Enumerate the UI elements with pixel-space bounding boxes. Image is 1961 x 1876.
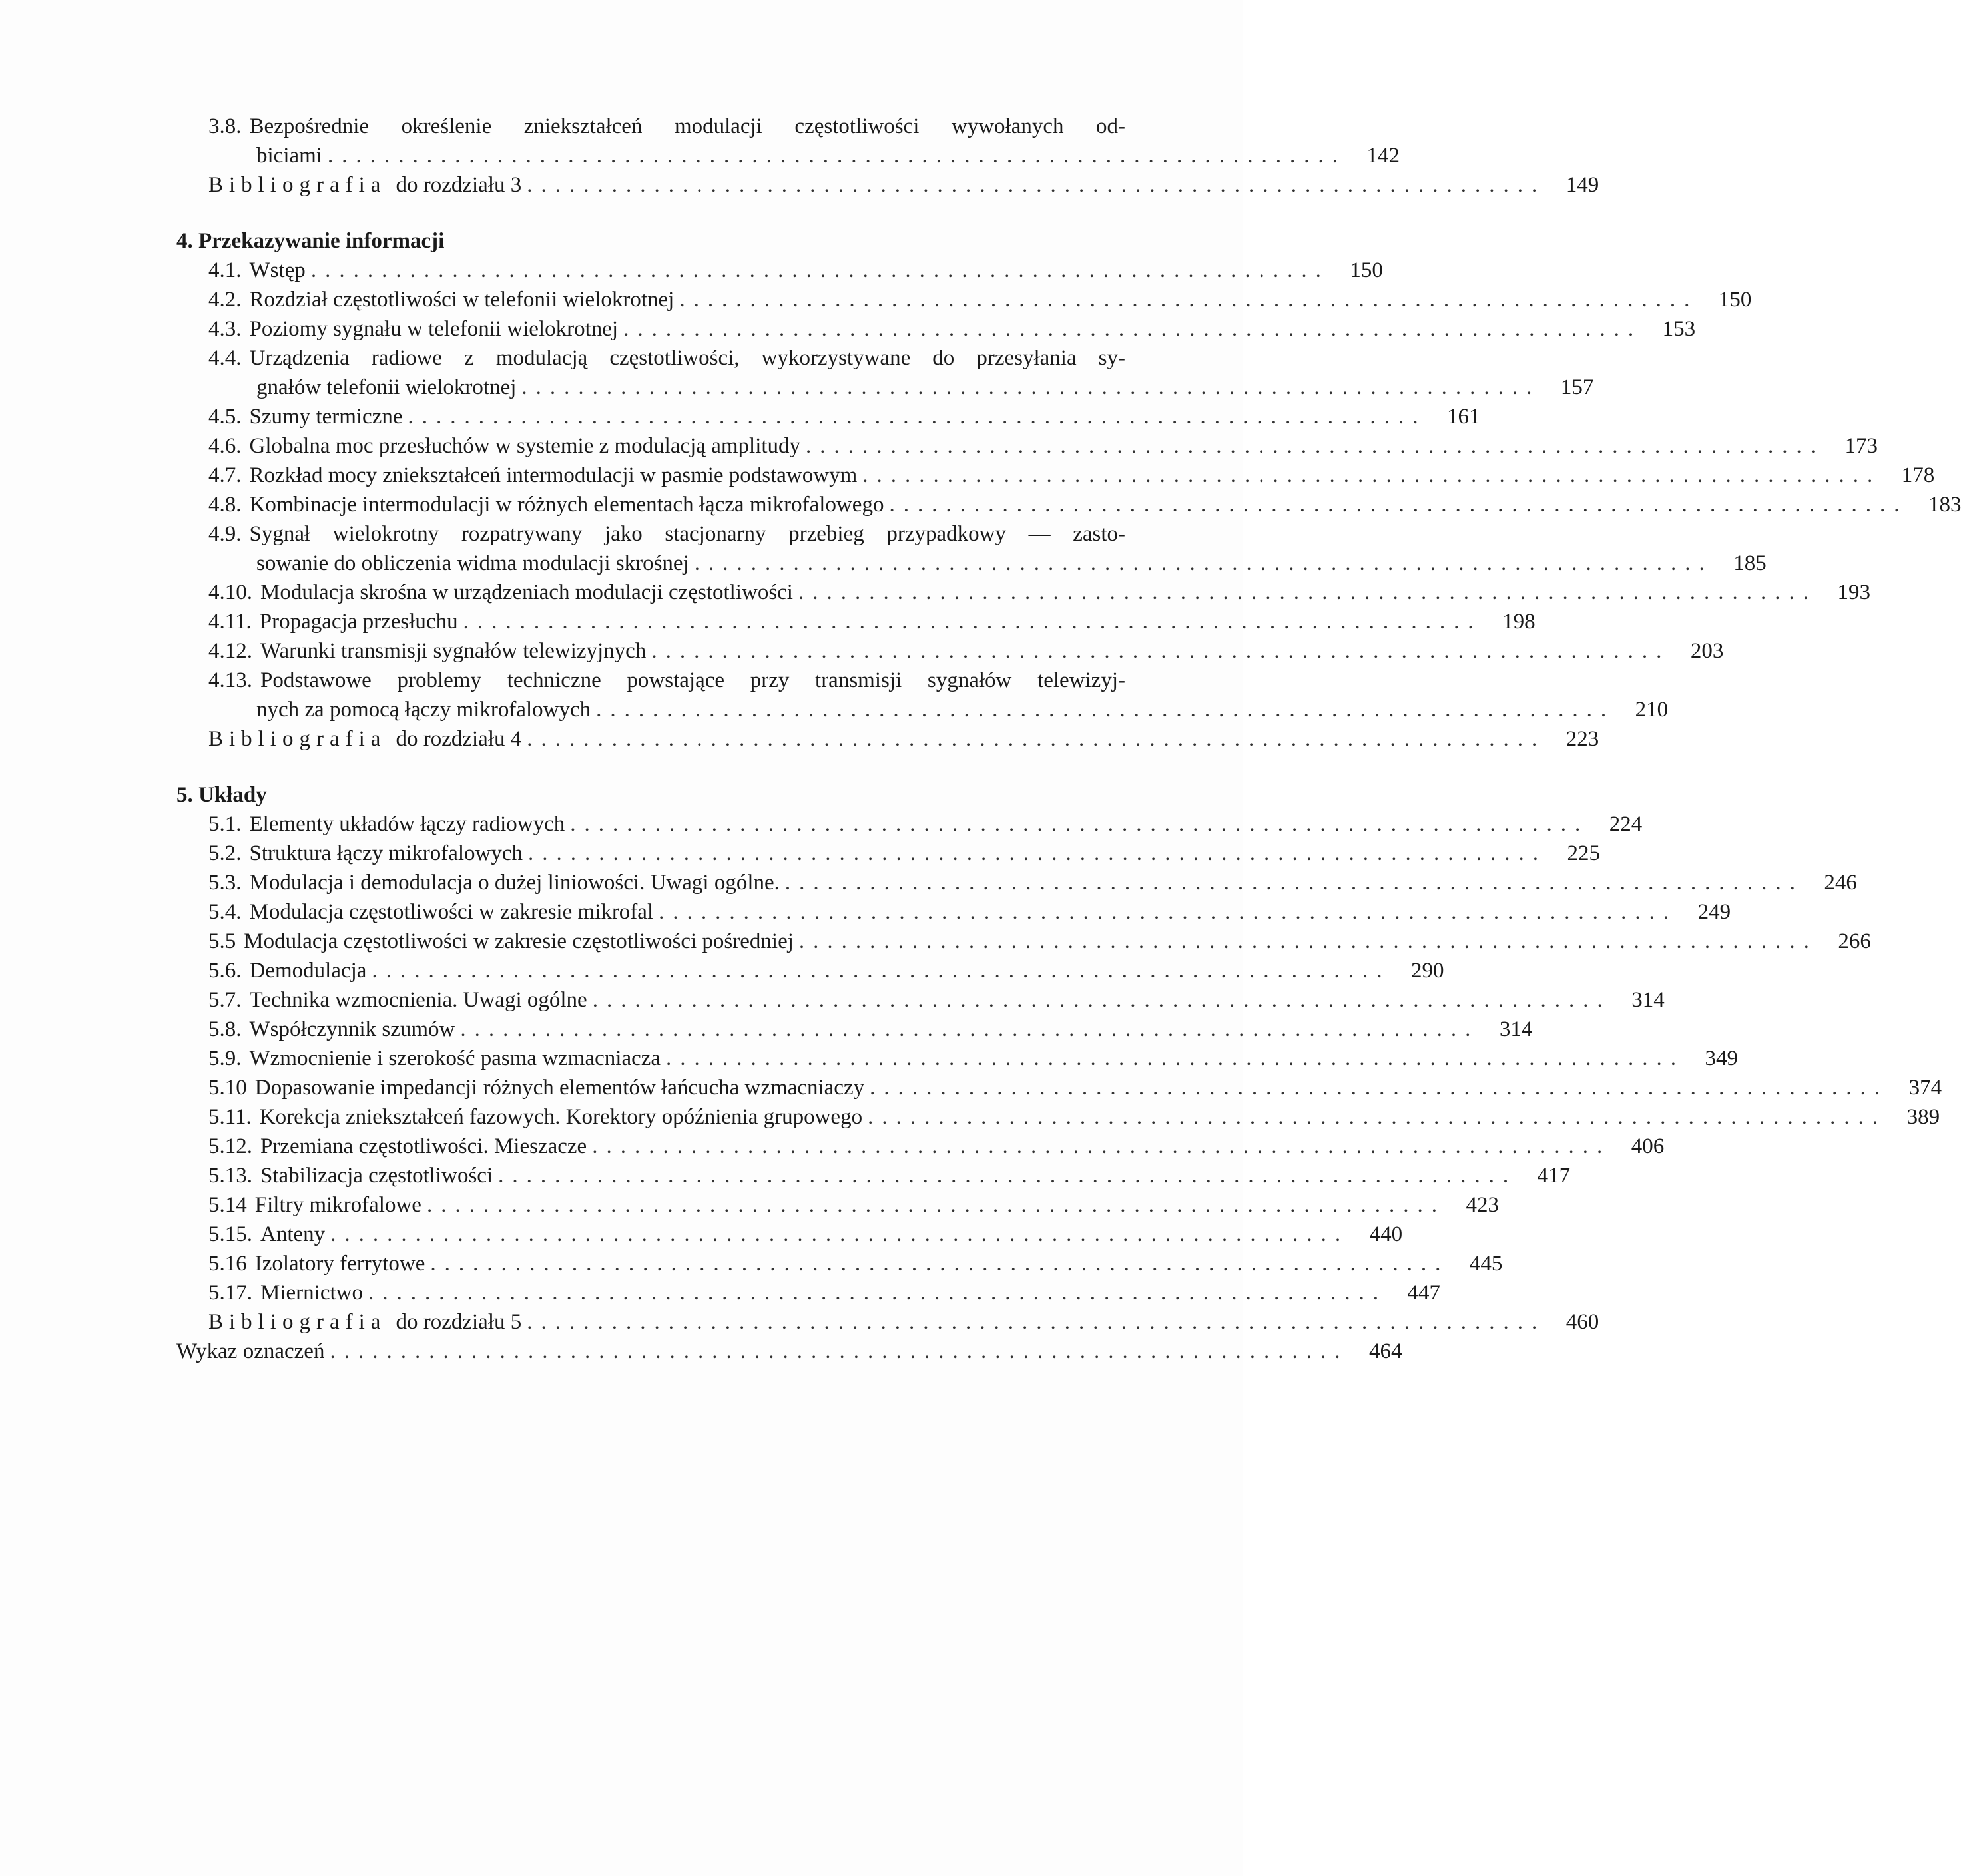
entry-number: 4.5.: [208, 405, 242, 429]
entry-title: Modulacja częstotliwości w zakresie częstotliwości pośredniej: [244, 929, 794, 953]
entry-title-line-1: Podstawowe problemy techniczne powstające przy transmisji sygnałów telewizyj-: [260, 668, 1125, 692]
toc-entry[interactable]: [208, 607, 1536, 636]
dot-leader: ........................................................................: [327, 144, 1346, 168]
table-of-contents: [176, 112, 1961, 1366]
entry-line-1: [208, 112, 1179, 141]
entry-title: Modulacja i demodulacja o dużej liniowości. Uwagi ogólne.: [249, 871, 780, 895]
entry-number: 4.12.: [208, 639, 252, 663]
dot-leader: ........................................................................: [527, 727, 1546, 751]
entry-title-line-2: biciami: [256, 144, 322, 168]
entry-title: Struktura łączy mikrofalowych: [249, 841, 523, 865]
dot-leader: ........................................................................: [870, 1076, 1889, 1100]
toc-entry[interactable]: [208, 666, 1669, 724]
toc-entry[interactable]: [208, 578, 1870, 607]
bibliography-entry[interactable]: [208, 170, 1599, 200]
entry-number: 5.5: [208, 929, 236, 953]
toc-entry[interactable]: [208, 985, 1665, 1015]
dot-leader: ........................................................................: [372, 959, 1391, 983]
entry-page-number: 225: [1567, 841, 1601, 865]
entry-title-line-2: sowanie do obliczenia widma modulacji skrośnej: [256, 551, 689, 575]
toc-entry[interactable]: [208, 1044, 1739, 1073]
toc-entry[interactable]: [208, 431, 1878, 461]
entry-number: 5.3.: [208, 871, 242, 895]
entry-page-number: 157: [1560, 375, 1594, 399]
dot-leader: ........................................................................: [528, 841, 1547, 865]
bibliography-entry[interactable]: [208, 724, 1599, 754]
bibliography-entry[interactable]: [208, 1307, 1599, 1337]
entry-number: 4.9.: [208, 522, 242, 546]
entry-line-2: [208, 373, 1594, 402]
entry-number: 5.4.: [208, 900, 242, 924]
entry-title: Izolatory ferrytowe: [254, 1252, 425, 1276]
toc-entry[interactable]: [208, 256, 1383, 285]
entry-page-number: 153: [1662, 317, 1696, 341]
bibliography-label: Bibliografia: [208, 727, 387, 751]
dot-leader: ........................................................................: [592, 1134, 1611, 1158]
entry-number: 4.11.: [208, 610, 252, 634]
entry-page-number: 447: [1407, 1281, 1440, 1305]
entry-title: Warunki transmisji sygnałów telewizyjnych: [260, 639, 647, 663]
entry-line-1: [208, 519, 1179, 549]
toc-entry[interactable]: [208, 927, 1871, 956]
dot-leader: ........................................................................: [498, 1164, 1518, 1188]
entry-number: 5.7.: [208, 988, 242, 1012]
toc-entry[interactable]: [208, 1190, 1499, 1220]
entry-page-number: 150: [1718, 288, 1752, 312]
entry-page-number: 389: [1906, 1105, 1940, 1129]
dot-leader: ........................................................................: [651, 639, 1671, 663]
entry-page-number: 183: [1928, 493, 1961, 517]
entry-page-number: 210: [1635, 698, 1669, 722]
entry-page-number: 142: [1366, 144, 1400, 168]
toc-entry[interactable]: [208, 519, 1767, 578]
dot-leader: ........................................................................: [623, 317, 1643, 341]
dot-leader: ........................................................................: [521, 375, 1541, 399]
entry-page-number: 374: [1908, 1076, 1942, 1100]
toc-entry[interactable]: [208, 810, 1643, 839]
bibliography-label: Bibliografia: [208, 173, 387, 197]
entry-page-number: 173: [1844, 434, 1878, 458]
entry-page-number: 290: [1410, 959, 1444, 983]
entry-title: Kombinacje intermodulacji w różnych elementach łącza mikrofalowego: [249, 493, 884, 517]
entry-title: Modulacja skrośna w urządzeniach modulacji częstotliwości: [260, 581, 793, 604]
entry-page-number: 406: [1631, 1134, 1665, 1158]
entry-page-number: 464: [1368, 1339, 1402, 1363]
entry-title: Modulacja częstotliwości w zakresie mikrofal: [249, 900, 654, 924]
entry-title: Technika wzmocnienia. Uwagi ogólne: [249, 988, 587, 1012]
toc-entry[interactable]: [208, 112, 1400, 170]
dot-leader: ........................................................................: [798, 581, 1817, 604]
toc-entry[interactable]: [208, 636, 1724, 666]
entry-page-number: 445: [1469, 1252, 1503, 1276]
chapter-heading: 4. Przekazywanie informacji: [176, 229, 445, 253]
toc-entry[interactable]: [208, 1249, 1503, 1278]
entry-title: Rozkład mocy zniekształceń intermodulacji w pasmie podstawowym: [249, 463, 858, 487]
toc-entry[interactable]: [208, 1073, 1942, 1102]
entry-page-number: 249: [1697, 900, 1731, 924]
toc-entry[interactable]: [208, 461, 1935, 490]
entry-number: 5.10: [208, 1076, 247, 1100]
entry-page-number: 149: [1565, 173, 1599, 197]
entry-title: Globalna moc przesłuchów w systemie z modulacją amplitudy: [249, 434, 801, 458]
entry-number: 3.8.: [208, 115, 242, 138]
entry-line-2: [208, 141, 1400, 170]
dot-leader: ........................................................................: [430, 1252, 1450, 1276]
entry-line-2: [208, 695, 1669, 724]
entry-page-number: 198: [1502, 610, 1536, 634]
entry-title: Elementy układów łączy radiowych: [249, 812, 565, 836]
entry-page-number: 150: [1350, 258, 1383, 282]
dot-leader: ........................................................................: [463, 610, 1482, 634]
dot-leader: ........................................................................: [862, 463, 1882, 487]
entry-title: Propagacja przesłuchu: [259, 610, 458, 634]
toc-entry[interactable]: [208, 285, 1752, 314]
toc-entry[interactable]: [208, 1278, 1440, 1307]
entry-number: 4.10.: [208, 581, 252, 604]
entry-line-1: [208, 344, 1179, 373]
dot-leader: ........................................................................: [806, 434, 1825, 458]
entry-number: 5.13.: [208, 1164, 252, 1188]
chapter-heading: 5. Układy: [176, 783, 267, 807]
entry-page-number: 223: [1565, 727, 1599, 751]
entry-page-number: 193: [1837, 581, 1870, 604]
dot-leader: ........................................................................: [666, 1047, 1685, 1070]
dot-leader: ........................................................................: [527, 1310, 1546, 1334]
bibliography-chapter: do rozdziału 3: [396, 173, 522, 197]
dot-leader: ........................................................................: [694, 551, 1713, 575]
toc-entry[interactable]: [208, 956, 1444, 985]
entry-title: Demodulacja: [249, 959, 367, 983]
dot-leader: ........................................................................: [460, 1017, 1480, 1041]
entry-title-line-1: Sygnał wielokrotny rozpatrywany jako stacjonarny przebieg przypadkowy — zasto-: [249, 522, 1125, 546]
entry-number: 5.17.: [208, 1281, 252, 1305]
entry-page-number: 246: [1824, 871, 1857, 895]
toc-entry[interactable]: [208, 839, 1601, 868]
toc-entry[interactable]: [208, 1161, 1571, 1190]
dot-leader: ........................................................................: [679, 288, 1699, 312]
entry-title: Przemiana częstotliwości. Mieszacze: [260, 1134, 587, 1158]
toc-entry[interactable]: [208, 490, 1961, 519]
bibliography-label: Bibliografia: [208, 1310, 387, 1334]
entry-title: Rozdział częstotliwości w telefonii wielokrotnej: [249, 288, 675, 312]
entry-title: Dopasowanie impedancji różnych elementów łańcucha wzmacniaczy: [254, 1076, 865, 1100]
entry-title: Wstęp: [249, 258, 306, 282]
entry-title: Stabilizacja częstotliwości: [260, 1164, 493, 1188]
entry-number: 4.3.: [208, 317, 242, 341]
entry-number: 5.9.: [208, 1047, 242, 1070]
entry-page-number: 224: [1609, 812, 1643, 836]
entry-title: Współczynnik szumów: [249, 1017, 455, 1041]
entry-line-2: [208, 549, 1767, 578]
dot-leader: ........................................................................: [330, 1339, 1349, 1363]
toc-entry[interactable]: [208, 1220, 1403, 1249]
entry-page-number: 314: [1631, 988, 1665, 1012]
dot-leader: ........................................................................: [889, 493, 1908, 517]
entry-number: 4.1.: [208, 258, 242, 282]
entry-page-number: 266: [1838, 929, 1871, 953]
dot-leader: ........................................................................: [408, 405, 1427, 429]
entry-page-number: 185: [1733, 551, 1767, 575]
dot-leader: ........................................................................: [798, 929, 1818, 953]
bibliography-chapter: do rozdziału 4: [396, 727, 522, 751]
entry-number: 4.6.: [208, 434, 242, 458]
dot-leader: ........................................................................: [592, 988, 1611, 1012]
entry-title-line-2: gnałów telefonii wielokrotnej: [256, 375, 517, 399]
entry-page-number: 349: [1705, 1047, 1739, 1070]
dot-leader: ........................................................................: [596, 698, 1615, 722]
entry-title-line-1: Urządzenia radiowe z modulacją częstotliwości, wykorzystywane do przesyłania sy-: [249, 346, 1125, 370]
dot-leader: ........................................................................: [570, 812, 1589, 836]
entry-title-line-1: Bezpośrednie określenie zniekształceń modulacji częstotliwości wywołanych od-: [249, 115, 1125, 138]
entry-page-number: 161: [1447, 405, 1480, 429]
dot-leader: ........................................................................: [310, 258, 1330, 282]
entry-line-1: [208, 666, 1179, 695]
toc-entry[interactable]: [208, 344, 1594, 402]
entry-title: Korekcja zniekształceń fazowych. Korektory opóźnienia grupowego: [259, 1105, 863, 1129]
dot-leader: ........................................................................: [527, 173, 1546, 197]
entry-number: 4.8.: [208, 493, 242, 517]
dot-leader: ........................................................................: [659, 900, 1678, 924]
entry-title: Miernictwo: [260, 1281, 363, 1305]
entry-title: Poziomy sygnału w telefonii wielokrotnej: [249, 317, 619, 341]
entry-number: 4.4.: [208, 346, 242, 370]
entry-number: 5.6.: [208, 959, 242, 983]
entry-page-number: 178: [1901, 463, 1935, 487]
entry-page-number: 423: [1466, 1193, 1499, 1217]
dot-leader: ........................................................................: [368, 1281, 1387, 1305]
entry-title: Wykaz oznaczeń: [176, 1339, 325, 1363]
entry-number: 5.2.: [208, 841, 242, 865]
entry-title-line-2: nych za pomocą łączy mikrofalowych: [256, 698, 591, 722]
entry-page-number: 417: [1537, 1164, 1571, 1188]
entry-number: 5.15.: [208, 1222, 252, 1246]
toc-entry[interactable]: [208, 314, 1696, 344]
entry-number: 5.14: [208, 1193, 247, 1217]
toc-entry[interactable]: [208, 1102, 1940, 1132]
entry-page-number: 314: [1499, 1017, 1533, 1041]
entry-number: 4.13.: [208, 668, 252, 692]
entry-number: 4.2.: [208, 288, 242, 312]
bibliography-chapter: do rozdziału 5: [396, 1310, 522, 1334]
entry-page-number: 440: [1369, 1222, 1403, 1246]
toc-entry[interactable]: [208, 897, 1731, 927]
toc-entry[interactable]: [208, 402, 1480, 431]
toc-entry[interactable]: [208, 868, 1857, 897]
entry-number: 5.12.: [208, 1134, 252, 1158]
entry-title: Wzmocnienie i szerokość pasma wzmacniacza: [249, 1047, 661, 1070]
entry-number: 5.1.: [208, 812, 242, 836]
dot-leader: ........................................................................: [426, 1193, 1446, 1217]
entry-title: Filtry mikrofalowe: [254, 1193, 421, 1217]
toc-entry[interactable]: [208, 1132, 1665, 1161]
entry-number: 4.7.: [208, 463, 242, 487]
entry-title: Szumy termiczne: [249, 405, 403, 429]
dot-leader: ........................................................................: [868, 1105, 1887, 1129]
entry-number: 5.8.: [208, 1017, 242, 1041]
entry-page-number: 460: [1565, 1310, 1599, 1334]
symbols-list-entry[interactable]: [176, 1337, 1402, 1366]
entry-title: Anteny: [260, 1222, 326, 1246]
toc-entry[interactable]: [208, 1015, 1533, 1044]
dot-leader: ........................................................................: [330, 1222, 1350, 1246]
entry-page-number: 203: [1690, 639, 1724, 663]
dot-leader: ........................................................................: [784, 871, 1804, 895]
entry-number: 5.16: [208, 1252, 247, 1276]
entry-number: 5.11.: [208, 1105, 252, 1129]
